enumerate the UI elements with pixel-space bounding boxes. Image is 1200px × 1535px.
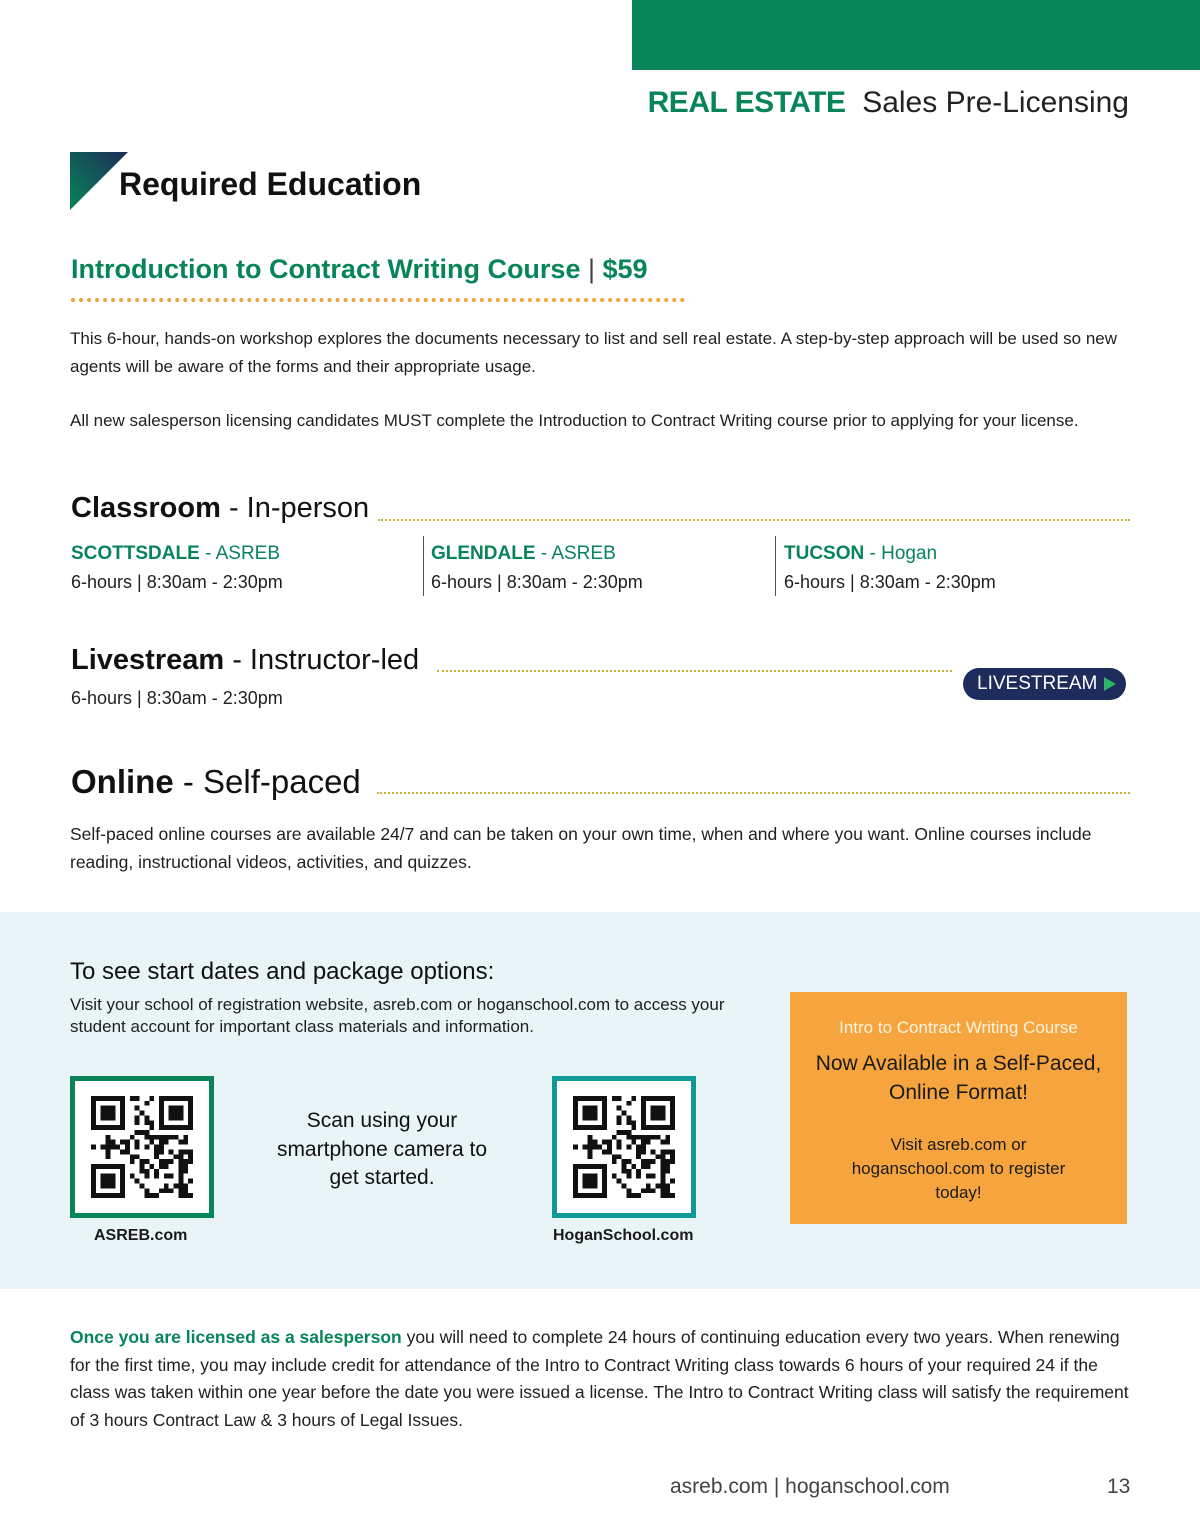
course-price: $59 bbox=[602, 254, 648, 284]
online-heading-light: - Self-paced bbox=[173, 763, 361, 800]
continuing-education-paragraph bbox=[70, 1324, 1140, 1434]
online-dotted-rule bbox=[377, 792, 1130, 794]
intro-paragraph-2: All new salesperson licensing candidates MUST complete the Introduction to Contract Writing course prior to applying for your license. bbox=[70, 411, 1079, 430]
section-title-text: Required Education bbox=[119, 166, 422, 202]
scan-instructions: Scan using your smartphone camera to get started. bbox=[276, 1109, 488, 1189]
livestream-time: 6-hours | 8:30am - 2:30pm bbox=[71, 688, 283, 708]
panel-text: Visit your school of registration website, asreb.com or hoganschool.com to access your student account for important class materials and information. bbox=[70, 995, 725, 1036]
location-divider bbox=[775, 536, 776, 596]
location-time: 6-hours | 8:30am - 2:30pm bbox=[431, 572, 643, 592]
course-separator: | bbox=[587, 254, 595, 284]
livestream-dotted-rule bbox=[437, 670, 952, 672]
header-light: Sales Pre-Licensing bbox=[862, 86, 1129, 119]
course-title bbox=[71, 254, 648, 285]
location-provider: - Hogan bbox=[864, 543, 938, 564]
location-time: 6-hours | 8:30am - 2:30pm bbox=[71, 572, 283, 592]
classroom-dotted-rule bbox=[378, 519, 1130, 521]
header-color-bar bbox=[632, 0, 1200, 70]
continuing-education-text: you will need to complete 24 hours of continuing education every two years. When renewing for the first time, you may include credit for attendance of the Intro to Contract Writing class towards 6 hours of your required 24 if the class was taken within one year before the date you were issued a license. The Intro to Contract Writing class will satisfy the requirement of 3 hours Contract Law & 3 hours of Legal Issues. bbox=[70, 1327, 1129, 1430]
location-tucson bbox=[784, 540, 996, 596]
location-name: SCOTTSDALE bbox=[71, 543, 200, 564]
online-paragraph: Self-paced online courses are available 24/7 and can be taken on your own time, when and where you want. Online courses include reading, instructional videos, activities, and quizzes. bbox=[70, 824, 1092, 872]
livestream-heading-bold: Livestream bbox=[71, 644, 225, 676]
livestream-heading bbox=[71, 644, 419, 677]
continuing-education-lead: Once you are licensed as a salesperson bbox=[70, 1327, 402, 1347]
panel-heading: To see start dates and package options: bbox=[70, 958, 495, 985]
intro-paragraph-1: This 6-hour, hands-on workshop explores the documents necessary to list and sell real estate. A step-by-step approach will be used so new agents will be aware of the forms and their appropriate usage. bbox=[70, 329, 1118, 376]
qr-caption-asreb: ASREB.com bbox=[94, 1227, 188, 1244]
promo-line-1: Intro to Contract Writing Course bbox=[839, 1018, 1078, 1037]
location-divider bbox=[423, 536, 424, 596]
livestream-heading-light: - Instructor-led bbox=[224, 644, 420, 676]
page-number: 13 bbox=[1107, 1475, 1131, 1498]
location-scottsdale bbox=[71, 540, 283, 596]
classroom-heading-bold: Classroom bbox=[71, 492, 221, 524]
course-name: Introduction to Contract Writing Course bbox=[71, 254, 581, 284]
location-provider: - ASREB bbox=[535, 543, 616, 564]
livestream-button-label: LIVESTREAM bbox=[977, 673, 1098, 694]
location-glendale bbox=[431, 540, 643, 596]
location-name: TUCSON bbox=[784, 543, 865, 564]
course-title-divider bbox=[71, 298, 685, 302]
qr-code-icon bbox=[90, 1096, 194, 1198]
online-heading bbox=[71, 763, 361, 801]
promo-box bbox=[790, 992, 1127, 1224]
page-header bbox=[648, 86, 1129, 120]
promo-line-2: Now Available in a Self-Paced, Online Format! bbox=[815, 1052, 1102, 1104]
livestream-button[interactable] bbox=[963, 668, 1126, 700]
qr-code-asreb[interactable] bbox=[70, 1076, 214, 1218]
qr-caption-hogan: HoganSchool.com bbox=[553, 1227, 694, 1244]
header-strong: REAL ESTATE bbox=[647, 86, 846, 119]
classroom-heading bbox=[71, 492, 369, 525]
location-name: GLENDALE bbox=[431, 543, 536, 564]
promo-line-3: Visit asreb.com or hoganschool.com to register today! bbox=[851, 1135, 1066, 1202]
classroom-heading-light: - In-person bbox=[220, 492, 370, 524]
qr-code-hogan[interactable] bbox=[552, 1076, 696, 1218]
qr-code-icon bbox=[572, 1096, 676, 1198]
play-arrow-icon bbox=[1104, 677, 1116, 691]
online-heading-bold: Online bbox=[71, 763, 174, 800]
location-provider: - ASREB bbox=[199, 543, 281, 564]
location-time: 6-hours | 8:30am - 2:30pm bbox=[784, 572, 996, 592]
footer-urls: asreb.com | hoganschool.com bbox=[670, 1475, 950, 1498]
